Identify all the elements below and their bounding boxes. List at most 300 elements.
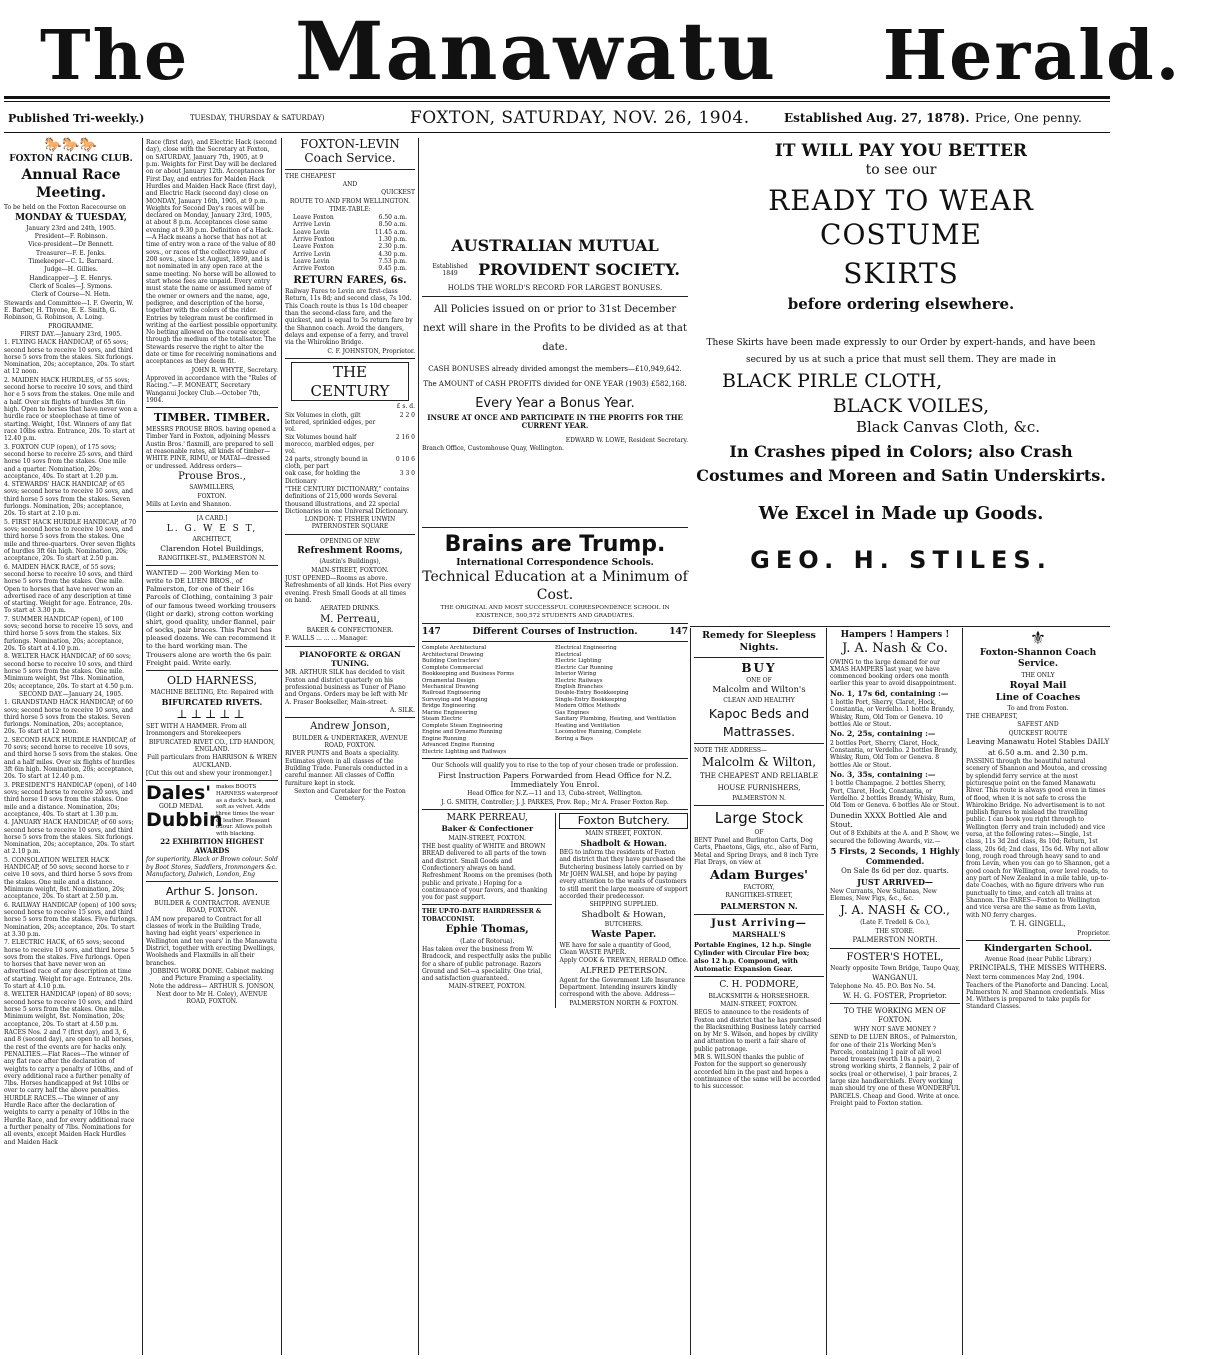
course-item: Engine Running <box>422 735 467 742</box>
hairdresser-heading: THE UP-TO-DATE HAIRDRESSER & TOBACCONIST. <box>422 908 542 923</box>
jonson-address: Note the address— ARTHUR S. JONSON, Next door to Mr H. Coley), AVENUE ROAD, FOXTON. <box>149 983 275 1006</box>
column-7 <box>830 630 960 1355</box>
race-event: 6. RAILWAY HANDICAP (open) of 100 sovs; second horse to receive 15 sovs, and third horse 5 sovs from the stakes. Five furlongs. Nomination, 20s; acceptance, 20s. To start at 3.30 p.m. <box>4 901 137 938</box>
nash-store: THE STORE. <box>875 927 915 935</box>
divider <box>285 717 415 718</box>
divider <box>422 904 552 905</box>
century-body: "THE CENTURY DICTIONARY," contains definitions of 215,000 words Several thousand illustrations, and 22 special Dictionaries in one Universal Dictionary. <box>285 485 410 515</box>
timber-heading: TIMBER. TIMBER. <box>153 411 271 425</box>
nash-name: J. A. Nash & Co. <box>842 641 948 657</box>
gold-medal: GOLD MEDAL <box>158 803 204 811</box>
stiles-line-2: to see our <box>865 162 937 179</box>
timetable-row: Leave Foxton 2.30 p.m. <box>293 243 407 251</box>
established-label: Established Aug. 27, 1878). <box>784 111 970 125</box>
column-divider <box>826 628 827 1355</box>
palmerston-north: PALMERSTON NORTH. <box>852 936 938 944</box>
column-race-meeting <box>4 138 138 1355</box>
mark-perreau-title: Baker & Confectioner <box>441 824 534 834</box>
divider <box>285 646 415 647</box>
wanted-ad: WANTED — 200 Working Men to write to DE LUEN BROS., of Palmerston, for one of their 16s Parcels of Clothing, containing 3 pair of our famous tweed working trousers (light or dark), strong cotton working shirt, good quality, under flannel, pair of socks, pair braces. This Parcel has pleased dozens. We can recommend it to the hard working man. The Trousers alone are worth the 6s pair. Freight paid. Write early. <box>146 568 276 667</box>
west-address-2: RANGITIKEI-ST., PALMERSTON N. <box>158 554 266 562</box>
mark-perreau-address: MAIN-STREET, FOXTON. <box>448 834 526 842</box>
price-row: Six Volumes in cloth, gilt lettered, sprinkled edges, per vol. 2 2 0 <box>285 411 415 434</box>
hampers-heading: Hampers ! Hampers ! <box>840 630 950 640</box>
race-event: 8. WELTER HACK HANDICAP, of 60 sovs; second horse to receive 10 sovs, and third horse 5 sovs from the stakes. One mile. Minimum weight, 9st 7lbs. Nomination, 20s; acceptance, 20s. To start at 4.50 p.m. <box>4 653 134 690</box>
course-item: Boring a Bays <box>555 735 594 742</box>
shadbolt-howan-2: Shadbolt & Howan, <box>581 909 666 920</box>
divider <box>694 657 824 658</box>
second-day-events <box>4 699 138 1028</box>
divider <box>285 534 415 535</box>
course-item: Marine Engineering <box>422 709 478 716</box>
mark-perreau-body: THE best quality of WHITE and BROWN BREAD delivered to all parts of the town and district. Small Goods and Confectionery always on hand. Refreshment Rooms on the premises (both public and private.) Hoping for a continuance of your favors, and thanking you for past support. <box>422 842 553 902</box>
dales-dubbin-ad <box>146 784 278 838</box>
place-date: FOXTON, SATURDAY, NOV. 26, 1904. <box>410 108 750 128</box>
first-day-label: FIRST DAY.—January 23rd, 1905. <box>20 330 122 338</box>
officer: Clerk of Scales—J. Symons. <box>29 283 113 290</box>
dunedin-ale: Dunedin XXXX Bottled Ale and Stout. <box>830 810 948 829</box>
stiles-line-10: In Crashes piped in Colors; also Crash Costumes and Moreen and Satin Underskirts. <box>696 442 1106 485</box>
foxton-levin-coach-heading: FOXTON-LEVIN Coach Service. <box>300 137 400 165</box>
approval-note: Approved in accordance with the "Rules of Racing."—F. MONEATT, Secretary Wanganui Jockey Club.—October 7th, 1904. <box>146 375 277 404</box>
malcolm-wilton-sub: THE CHEAPEST AND RELIABLE HOUSE FURNISHERS, <box>699 772 818 792</box>
passing-body: PASSING through the beautiful natural scenery of Shannon and Moutoa, and crossing by splendid ferry service at the most picturesque point on the famed Manawatu River. This route is always good even in times of flood, when it is not safe to cross the Whirokino Bridge. No advertisement is to not publish figures to mislead the travelling public. I can book you right through to Wellington (ferry and train included) and vice versa, at the following rates:—Single, 1st class, 11s 3d 2nd class, 8s 10d; Return, 1st class, 20s 6d; 2nd class, 15s 6d. Why not allow long, rough road through heavy sand to and from Levin, when you can go to Shannon, get a good coach for Wellington, over level roads, to any part of New Zealand in a mile table, up-to-date Coaches, with no figure drivers who run punctually to time, and catch all trains at Shannon. The FARES—Foxton to Wellington and vice versa are the same as from Levin, with NO ferry charges. <box>966 757 1110 919</box>
ics-smith: J. G. SMITH, Controller; J. J. PARKES, Prov. Rep.; Mr A. Fraser Foxton Rep. <box>441 798 669 806</box>
column-divider <box>142 138 143 1355</box>
divider <box>146 407 278 408</box>
exhibits-note: Out of 8 Exhibits at the A. and P. Show, we secured the following Awards, viz.— <box>830 830 960 845</box>
exhibition-awards: 22 EXHIBITION HIGHEST AWARDS <box>160 836 264 855</box>
de-luen-body: SEND to DE LUEN BROS., of Palmerston, for one of their 21s Working Men's Parcels, containing 1 pair of all wool tweed trousers (worth 10s a pair), 2 strong working shirts, 2 flannels, 2 pair of socks (real or otherwise), 1 pair braces, 2 large size handkerchiefs. Every working man should try one of these WONDERFUL PARCELS. Cheap and Good. Write at once. Freight paid to Foxton station. <box>830 1034 960 1107</box>
tech-heading: Technical Education at a Minimum of Cost. <box>422 569 688 603</box>
royal-coat-of-arms: ⚜ <box>1029 628 1047 649</box>
just-arrived: JUST ARRIVED— <box>857 876 933 887</box>
austin-buildings: (Austin's Buildings), <box>319 558 381 566</box>
johnston-signature: C. F. JOHNSTON, Proprietor. <box>327 347 415 355</box>
ics-original: THE ORIGINAL AND MOST SUCCESSFUL CORRESPONDENCE SCHOOL IN EXISTENCE, 500,572 STUDENTS AND GRADUATES. <box>440 605 670 619</box>
sexton-note: Sexton and Caretaker for the Foxton Cemetery. <box>294 787 406 803</box>
kindergarten-address: Avenue Road (near Public Library.) <box>984 956 1092 964</box>
the-cheapest: THE CHEAPEST, <box>966 712 1018 720</box>
bent-body: BENT Panel and Burlington Carts, Dog Carts, Phaetons, Gigs, etc., also of Farm, Metal and Spring Drays, and 8 inch Tyre Flat Drays, on view at <box>694 837 819 866</box>
hamper-no3-items: 1 bottle Champagne. 2 bottles Sherry, Port, Claret, Hock, Constantia, or Verdelho. 2 bottles Brandy, Whisky, Rum, Old Tom or Geneva. 6 bottles Ale or Stout. <box>830 780 960 810</box>
amp-record: HOLDS THE WORLD'S RECORD FOR LARGEST BONUSES. <box>447 284 663 292</box>
awards-line: 5 Firsts, 2 Seconds, 1 Highly Commended. <box>830 846 960 866</box>
masthead <box>0 0 1182 98</box>
courses-title: Different Courses of Instruction. <box>472 626 638 637</box>
rivets-heading: BIFURCATED RIVETS. <box>161 697 263 707</box>
departure-times: at 6.50 a.m. and 2.30 p.m. <box>988 747 1088 757</box>
amp-cash-bonuses: CASH BONUSES already divided amongst the members—£10,949,642. <box>428 364 682 373</box>
course-item: Electric Lighting and Railways <box>422 748 507 755</box>
course-item: Sanitary Plumbing, Heating, and Ventilation <box>555 716 676 723</box>
course-item: Gas Engines <box>555 709 590 716</box>
divider <box>285 169 415 170</box>
course-item: Engine and Dynamo Running <box>422 729 503 736</box>
course-item: Modern Office Methods <box>555 703 620 710</box>
jonson-body: I AM now prepared to Contract for all classes of work in the Building Trade, having had eight years' experience in Wellington and ten years' in the Manawatu District, together with erecting Dwellings, Woolsheds and Flaxmills in all their branches. <box>146 915 278 967</box>
timetable-row: Leave Levin 11.45 a.m. <box>293 228 407 236</box>
remedy-heading: Remedy for Sleepless Nights. <box>702 630 816 653</box>
royal-mail: Royal Mail <box>1009 679 1067 691</box>
race-event: 2. SECOND HACK HURDLE HANDICAP, of 70 sovs; second horse to receive 10 sovs, and third horse 5 sovs from the stakes. One and a half miles. Over six flights of hurdles 3ft 6in high. Nomination, 20s; acceptance, 20s. To start at 12.40 p.m. <box>4 736 138 781</box>
officer: Clerk of Course—N. Hetn. <box>31 291 111 299</box>
ephie-thomas: Ephie Thomas, <box>445 924 529 936</box>
price-row: oak case, for holding the Dictionary 3 3 0 <box>285 470 415 485</box>
divider <box>146 881 278 882</box>
hamper-no3: No. 3, 35s, containing :— <box>830 770 936 779</box>
column-6 <box>694 630 824 1355</box>
nash-name-2: J. A. NASH & CO., <box>840 903 950 918</box>
malcolm-wilton-label: Malcolm and Wilton's <box>712 685 806 696</box>
race-held: To be held on the Foxton Racecourse on <box>4 204 127 212</box>
cut-out-note: [Cut this out and shew your ironmonger.] <box>146 769 272 777</box>
new-currants: New Currants, New Sultanas, New Elemes, New Figs, &c., &c. <box>830 887 937 903</box>
race-event: 3. FOXTON CUP (open), of 175 sovs; second horse to receive 25 sovs, and third horse 10 sovs from the stakes. One mile and a quarter. Nomination, 20s; acceptance, 40s. To start at 1.20 p.m. <box>4 443 133 480</box>
rivet-particulars: Full particulars from HARRISON & WREN AUCKLAND. <box>147 754 277 769</box>
secretary-signature: JOHN R. WHYTE, Secretary. <box>191 366 278 374</box>
harness-sub: MACHINE BELTING, Etc. Repaired with <box>150 688 274 696</box>
ics-heading: International Correspondence Schools. <box>456 558 654 569</box>
andrew-jonson-body: RIVER PUNTS and Boats a speciality. Estimates given in all classes of the Building Trade. Funerals conducted in a careful manner. All classes of Coffin furniture kept in stock. <box>285 750 408 787</box>
dales-logo: Dales' <box>146 782 212 805</box>
nash-sub-2: (Late F. Tredell & Co.), <box>860 919 930 927</box>
dateline <box>0 108 1114 130</box>
race-event: 4. JANUARY HACK HANDICAP, of 60 sovs; second horse to receive 10 sovs, and third horse 5 sovs from the stakes. Six furlongs. Nomination, 20s; acceptance, 20s. To start at 2.10 p.m. <box>4 819 135 856</box>
timetable-row: Arrive Levin 4.30 p.m. <box>293 250 407 258</box>
stiles-line-11: We Excel in Made up Goods. <box>758 502 1044 524</box>
race-event: 5. CONSOLATION WELTER HACK HANDICAP, of 50 sovs; second horse to r ceive 10 sovs, and third horse 5 sovs from the stakes. One mile and a distance. Minimum weight, 8st. Nomination, 20s; acceptance, 20s. To start at 2.50 p.m. <box>4 856 133 901</box>
race-event: 6. MAIDEN HACK RACE, of 55 sovs; second horse to receive 10 sovs, and third horse 5 sovs from the stakes. One mile. Open to horses that have never won an advertised race of any description at time of starting. Weight for age. Entrance, 20s. To start at 3.30 p.m. <box>4 563 133 615</box>
course-item: Advanced Engine Running <box>422 742 495 749</box>
lower-ads <box>422 813 688 1008</box>
course-item: Steam Electric <box>422 716 463 723</box>
card-label: [A CARD.] <box>196 515 228 523</box>
course-item: Ornamental Design <box>422 677 476 684</box>
telephone: Telephone No. 45. P.O. Box No. 54. <box>830 983 936 991</box>
course-item: Electrical Engineering <box>555 645 617 652</box>
mills-note: Mills at Levin and Shannon. <box>146 501 232 508</box>
marshalls: MARSHALL'S <box>732 930 786 940</box>
officer: President—F. Robinson. <box>34 233 108 241</box>
butchers-label: BUTCHERS. <box>604 921 643 929</box>
ephie-thomas-sub: (Late of Rotorua). <box>460 937 515 945</box>
title-word-herald: Herald. <box>882 16 1182 96</box>
race-event: 4. STEWARDS' HACK HANDICAP, of 65 sovs; second horse to receive 10 sovs, and third horse 5 sovs from the stakes. Seven furlongs. Nomination, 20s; acceptance, 20s. To start at 2.10 p.m. <box>4 481 134 518</box>
hamper-no2-items: 2 bottles Port, Sherry, Claret, Hock, Constantia, or Verdelho. 2 bottles Brandy, Whisky, Rum, Old Tom or Geneva. 8 bottles Ale or Stout. <box>830 739 958 769</box>
amp-branch: Branch Office, Customhouse Quay, Wellington. <box>422 445 565 453</box>
courses-left-list <box>422 645 555 755</box>
return-fares: RETURN FARES, 6s. <box>293 274 407 286</box>
rivet-illustration: ⊥⊥⊥⊥⊥ <box>176 707 248 721</box>
ics-head-office: Head Office for N.Z.—11 and 13, Cuba-street, Wellington. <box>467 790 643 798</box>
course-item: Double-Entry Bookkeeping <box>555 690 629 697</box>
unwin-publisher: LONDON: T. FISHER UNWIN PATERNOSTER SQUARE <box>304 516 396 531</box>
silk-signature: A. SILK. <box>389 706 415 714</box>
gingell-proprietor: Proprietor. <box>1077 929 1110 937</box>
burges-town: PALMERSTON N. <box>720 900 798 911</box>
andrew-jonson-sub: BUILDER & UNDERTAKER, AVENUE ROAD, FOXTON. <box>292 734 408 750</box>
published-label: Published Tri-weekly.) <box>8 112 145 125</box>
stiles-line-9: Black Canvas Cloth, &c. <box>855 418 1040 437</box>
waste-apply: Apply COOK & TREWEN, HERALD Office. <box>559 957 688 965</box>
amp-cash-profits: The AMOUNT of CASH PROFITS divided for ONE YEAR (1903) £582,168. <box>423 379 687 388</box>
amp-every-year: Every Year a Bonus Year. <box>475 396 635 412</box>
course-item: Railroad Engineering <box>422 690 481 697</box>
quickest-label: QUICKEST <box>381 189 415 197</box>
stiles-line-8: BLACK VOILES, <box>832 394 990 417</box>
mark-perreau: MARK PERREAU, <box>446 813 528 824</box>
west-address: Clarendon Hotel Buildings, <box>160 544 264 554</box>
first-day-events <box>4 339 138 690</box>
podmore-sub: BLACKSMITH & HORSESHOER. <box>708 992 810 1000</box>
ics-first-papers: First Instruction Papers Forwarded from Head Office for N.Z. Immediately You Enrol. <box>438 770 672 790</box>
racehorse-engraving: 🐎🐎🐎 <box>44 137 98 153</box>
divider <box>422 641 688 642</box>
course-item: Single-Entry Bookkeeping <box>555 696 627 703</box>
adam-burges: Adam Burges' <box>710 867 808 883</box>
to-from-foxton: To and from Foxton. <box>1007 704 1069 712</box>
amp-lowe: EDWARD W. LOWE, Resident Secretary. <box>565 437 688 444</box>
race-conditions: Race (first day), and Electric Hack (second day), close with the Secretary at Foxton, on SATURDAY, January 7th, 1905, at 9 p.m. Weights for First Day will be declared on or about January 12th. Acceptances for First Day, and entries for Maiden Hack Hurdles and Maiden Hack Race (first day), and Electric Hack (second day) close on MONDAY, January 16th, 1905, at 9 p.m. Weights for Second Day's races will be declared on Monday, January 23rd, 1905, at about 8 p.m. Acceptances close same evening at 9.30 p.m. Definition of a Hack.—A Hack means a horse that has not at time of entry won a race of the value of 80 sovs., or races of the collective value of 200 sovs., since 1st August, 1899, and is not nominated in any open race at the same meeting. No horse will be allowed to start whose fees are unpaid. Every entry must state the name or assumed name of the owner or owners and the name, age, pedigree, and description of the horse, together with the colors of the rider. Entries by telegram must be confirmed in writing at the earliest possible opportunity. No betting allowed on the course except through the medium of the totalisator. The Stewards reserve the right to alter the date or time for receiving nominations and acceptances as they deem fit. <box>146 139 278 366</box>
foster-proprietor: W. H. G. FOSTER, Proprietor. <box>843 991 947 1000</box>
malcolm-wilton-name: Malcolm & Wilton, <box>701 755 817 770</box>
hammer-note: SET WITH A HAMMER. From all Ironmongers and Storekeepers <box>146 723 247 738</box>
timetable-row: Leave Levin 7.53 p.m. <box>293 258 407 266</box>
walls-manager: F. WALLS ... ... ... Manager. <box>285 635 368 643</box>
amp-heading: AUSTRALIAN MUTUAL <box>451 236 659 255</box>
divider <box>285 358 415 359</box>
divider <box>830 1003 960 1004</box>
courses-count: 147 <box>422 626 441 637</box>
divider <box>146 565 278 566</box>
second-day-label: SECOND DAY.—January 24, 1905. <box>18 690 124 698</box>
course-item: Locomotive Running, Complete <box>555 729 642 736</box>
officer: Treasurer—F. E. Jenks. <box>36 249 106 257</box>
masthead-rule-thin <box>4 101 1110 102</box>
foxton-butchery: Foxton Butchery. <box>559 813 688 829</box>
dales-description: makes BOOTS HARNESS waterproof as a duck's back, and soft as velvet. Adds three times the wear of leather. Pleasant odour. Allows polish with blacking. <box>216 784 278 838</box>
prouse-town: FOXTON. <box>197 492 227 500</box>
clean-healthy: CLEAN AND HEALTHY <box>723 696 795 704</box>
waste-paper: Waste Paper. <box>591 929 657 940</box>
column-2 <box>146 138 278 1355</box>
jonson-sub: BUILDER & CONTRACTOR. AVENUE ROAD, FOXTON. <box>154 900 270 915</box>
silk-body: MR. ARTHUR SILK has decided to visit Foxton and district quarterly on his professional business as Tuner of Piano and Organs. Orders may be left with Mr A. Fraser Bookseller, Main-street. <box>285 669 408 706</box>
shipping-supplied: SHIPPING SUPPLIED. <box>589 901 659 909</box>
stewards: Stewards and Committee—I. F. Gwerin, W. E. Barber, H. Thyone, E. E. Smith, G. Robinson, G. Robinson, A. Loing. <box>4 299 134 322</box>
divider <box>422 623 688 624</box>
stiles-line-1: IT WILL PAY YOU BETTER <box>774 141 1028 161</box>
race-event: 1. GRANDSTAND HACK HANDICAP, of 60 sovs; second horse to receive 10 sovs, and third horse 5 sovs from the stakes. Seven furlongs. Nomination, 20s; acceptance, 20s. To start at 12 noon. <box>4 699 134 736</box>
wanganui-label: WANGANUI. <box>872 973 918 982</box>
stiles-bottom-rule <box>690 626 1110 627</box>
just-opened: JUST OPENED—Rooms as above. Refreshments of all kinds. Hot Pies every evening. Fresh Small Goods at all times on hand. <box>285 574 411 604</box>
stiles-line-12: GEO. H. STILES. <box>750 545 1052 574</box>
line-of-coaches: Line of Coaches <box>995 691 1081 703</box>
race-dates: January 23rd and 24th, 1905. <box>26 224 116 232</box>
note-address: NOTE THE ADDRESS— <box>694 747 767 754</box>
rangitikei-street: RANGITIKEI-STREET, <box>725 892 793 900</box>
refreshment-rooms: Refreshment Rooms, <box>297 546 403 557</box>
waste-body: WE have for sale a quantity of Good, Clean WASTE PAPER. <box>559 941 672 957</box>
divider <box>694 805 824 806</box>
timetable-label: TIME-TABLE: <box>329 205 371 213</box>
divider <box>146 780 278 781</box>
podmore-name: C. H. PODMORE, <box>719 980 799 991</box>
divider <box>422 527 688 528</box>
brains-heading: Brains are Trump. <box>444 531 666 557</box>
safest: SAFEST AND <box>1017 721 1059 729</box>
century-prices <box>285 412 415 485</box>
alfred-peterson: ALFRED PETERSON. <box>580 965 668 975</box>
courses-count-right: 147 <box>669 626 688 637</box>
peterson-address: PALMERSTON NORTH & FOXTON. <box>569 999 679 1007</box>
courses-right-list <box>555 645 688 755</box>
stiles-line-4: SKIRTS <box>843 257 959 291</box>
marshall-body: Portable Engines, 12 h.p. Single Cylinder with Circular Fire box; also 12 h.p. Compound, with Automatic Expansion Gear. <box>694 940 812 974</box>
perreau-ad <box>422 813 556 1008</box>
route-label: ROUTE TO AND FROM WELLINGTON. <box>289 197 411 205</box>
the-only: THE ONLY <box>1021 671 1055 679</box>
amp-society: PROVIDENT SOCIETY. <box>478 260 680 279</box>
price-row: Six Volumes bound half morocco, marbled edges, per vol. 2 16 0 <box>285 433 415 456</box>
stiles-line-5: before ordering elsewhere. <box>787 294 1015 313</box>
officer: Timekeeper—C. L. Barnard. <box>28 258 114 266</box>
fares-body: Railway Fares to Levin are first-class Return, 11s 8d; and second class, 7s 10d. This Coach route is thus 1s 10d cheaper than the second-class fare, and the quickest, and is equal to 5s return fare by the Shannon coach. Avoid the dangers, delays and expense of a ferry, and travel via the Whirokino Bridge. <box>285 288 413 347</box>
buy-label: BUY <box>741 660 777 675</box>
column-3 <box>285 138 415 1355</box>
andrew-jonson: Andrew Jonson, <box>310 721 390 733</box>
amp-established: Established 1849 <box>432 262 468 277</box>
one-of-label: ONE OF <box>746 676 772 684</box>
course-item: Electric Lighting <box>555 658 602 665</box>
divider <box>694 743 824 744</box>
prouse-name: Prouse Bros., <box>178 470 246 482</box>
race-notes: RACES Nos. 2 and 7 (first day), and 3, 6, and 8 (second day), are open to all horses, the rest of the events are for hacks only. PENALTIES.—Flat Races—The winner of any flat race after the declaration of weights to carry a penalty of 10lbs, and of every additional race a further penalty of 7lbs. Horses handicapped at 9st 10lbs or over to carry half the above penalties. HURDLE RACES.—The winner of any Hurdle Race after the declaration of weights to carry a penalty of 10lbs in the Hurdle Race, and for every additional race a further penalty of 7lbs. Nominations for all events, except Maiden Hack Hurdles and Maiden Hack <box>4 1028 135 1146</box>
fosters-location: Nearly opposite Town Bridge, Taupo Quay, <box>830 965 960 973</box>
race-event: 3. PRESIDENT'S HANDICAP (open), of 140 sovs; second horse to receive 20 sovs, and third horse 10 sovs from the stakes. One mile and a distance. Nomination, 20s; acceptance, 40s. To start at 1.30 p.m. <box>4 781 137 818</box>
divider <box>966 940 1110 941</box>
race-event: 1. FLYING HACK HANDICAP, of 65 sovs; second horse to receive 10 sovs, and third horse 5 sovs from the stakes. Six furlongs. Nomination, 20s; acceptance, 20s. To start at 12 noon. <box>4 339 135 376</box>
stiles-ad <box>692 140 1110 610</box>
course-item: English Branches <box>555 684 603 690</box>
officer: Vice-president—Dr Bennett. <box>28 241 114 249</box>
officers-list <box>4 233 138 299</box>
column-divider <box>962 628 963 1355</box>
west-name: L. G. W E S T, <box>166 523 258 534</box>
course-item: Mechanical Drawing <box>422 684 479 690</box>
course-item: Electric Car Running <box>555 664 613 671</box>
divider <box>830 948 960 949</box>
shadbolt-howan: Shadbolt & Howan. <box>580 838 667 849</box>
divider <box>146 670 278 671</box>
divider <box>694 976 824 977</box>
coach-timetable <box>285 214 415 273</box>
and-label: AND <box>342 180 358 188</box>
timetable-row: Arrive Foxton 1.30 p.m. <box>293 236 407 244</box>
stiles-line-3: READY TO WEAR COSTUME <box>768 184 1034 251</box>
race-meeting-title: Annual Race Meeting. <box>21 167 121 201</box>
ephie-thomas-body: Has taken over the business from W. Bradcock, and respectfully asks the public for a share of public patronage. Razors Ground and Set—a speciality. One trial, and satisfaction guaranteed. <box>422 945 552 983</box>
title-word-manawatu: Manawatu <box>295 4 778 98</box>
timetable-row: Arrive Levin 8.50 a.m. <box>293 221 407 229</box>
perreau-title: BAKER & CONFECTIONER. <box>306 627 394 635</box>
timetable-row: Leave Foxton 6.50 a.m. <box>293 214 407 222</box>
course-item: Complete Steam Engineering <box>422 722 503 729</box>
column-divider <box>690 628 691 1355</box>
course-item: Surveying and Mapping <box>422 696 488 703</box>
podmore-body: BEGS to announce to the residents of Foxton and district that he has purchased the Blacksmithing Business lately carried on by Mr S. Wilson, and hopes by civility and attention to merit a fair share of public patronage. <box>694 1009 822 1053</box>
hamper-no2: No. 2, 25s, containing :— <box>830 729 936 739</box>
kindergarten-heading: Kindergarten School. <box>983 943 1093 954</box>
course-item: Bridge Engineering <box>422 703 476 710</box>
leaving-stables: Leaving Manawatu Hotel Stables DAILY <box>966 737 1110 746</box>
divider <box>422 296 688 297</box>
race-event: 8. WELTER HANDICAP (open) of 80 sovs; second horse to receive 10 sovs, and third horse 5 sovs from the stakes. One mile. Minimum weight, 8st. Nomination, 20s; acceptance, 20s. To start at 4.50 p.m. <box>4 991 133 1028</box>
programme-label: PROGRAMME. <box>48 322 94 330</box>
gingell-name: T. H. GINGELL, <box>1010 919 1066 928</box>
course-item: Complete Commercial <box>422 664 483 671</box>
column-4 <box>422 138 688 1355</box>
ephie-thomas-address: MAIN-STREET, FOXTON. <box>448 983 526 991</box>
stiles-line-7: BLACK PIRLE CLOTH, <box>722 370 943 393</box>
fosters-hotel: FOSTER'S HOTEL, <box>846 951 944 963</box>
course-item: Complete Architectural <box>422 645 487 652</box>
timetable-row: Arrive Foxton 9.45 p.m. <box>293 265 407 273</box>
course-item: Heating and Ventilation <box>555 722 620 729</box>
price-label: Price, One penny. <box>975 111 1082 125</box>
rivet-company: BIFURCATED RIVET CO., LTD HANDON, ENGLAND. <box>148 738 276 753</box>
amp-policies: All Policies issued on or prior to 31st December next will share in the Profits to be divided as at that date. <box>423 303 687 353</box>
price-row: 24 parts, strongly bound in cloth, per part 0 10 6 <box>285 455 415 470</box>
divider <box>694 914 824 915</box>
newspaper-title <box>0 4 1182 98</box>
amp-insure: INSURE AT ONCE AND PARTICIPATE IN THE PROFITS FOR THE CURRENT YEAR. <box>427 412 683 431</box>
butchery-ad <box>556 813 688 1008</box>
working-men-heading: TO THE WORKING MEN OF FOXTON. <box>843 1007 947 1025</box>
column-divider <box>418 138 419 1355</box>
main-street: MAIN-STREET, FOXTON. <box>311 566 389 574</box>
divider <box>422 809 688 810</box>
club-name: FOXTON RACING CLUB. <box>9 154 133 164</box>
just-arriving: Just Arriving— <box>711 917 807 929</box>
century-heading: THE CENTURY <box>291 362 409 402</box>
hamper-no1: No. 1, 17s 6d, containing :— <box>830 688 949 698</box>
west-title: ARCHITECT, <box>192 535 232 543</box>
dales-note: for superiority. Black or Brown colour. Sold by Boot Stores, Saddlers, Ironmongers &c. Manufactory, Dalwich, London, Eng <box>146 856 278 878</box>
course-item: Architectural Drawing <box>422 651 484 658</box>
of-label: OF <box>754 828 764 836</box>
title-word-the: The <box>40 16 190 96</box>
stiles-line-6: These Skirts have been made expressly to our Order by expert-hands, and have been secured by us at such a price that must sell them. They are made in <box>706 337 1096 365</box>
race-event: 5. FIRST HACK HURDLE HANDICAP, of 70 sovs; second horse to receive 10 sovs, and third horse 5 sovs from the stakes. One mile and three-quarters. Over seven flights of hurdles 3ft 6in high. Nomination, 20s; acceptance, 20s. To start at 2.50 p.m. <box>4 518 137 563</box>
owing-body: OWING to the large demand for our XMAS HAMPERS last year, we have commenced booking orders one month earlier this year to avoid disappointment. <box>830 658 957 688</box>
divider <box>146 511 278 512</box>
malcolm-wilton-town: PALMERSTON N. <box>732 794 786 802</box>
on-sale: On Sale 8s 6d per doz. quarts. <box>841 867 949 875</box>
course-item: Bookkeeping and Business Forms <box>422 671 515 678</box>
wilson-thanks: MR S. WILSON thanks the public of Foxton for the support so generously accorded him in the past and hopes a continuance of the same will be accorded to his successor. <box>694 1054 821 1091</box>
race-event: 2. MAIDEN HACK HURDLES, of 55 sovs; second horse to receive 10 sovs, and third hor e 5 sovs from the stakes. One mile and a half. Over six flights of hurdles 3ft 6in high. Open to horses that have never won a hurdle race or steeplechase at time of starting. Weight, 10st. Winners of any flat race 10lbs extra. Entrance, 20s. To start at 12.40 p.m. <box>4 376 137 443</box>
officer: Judge—H. Gillies. <box>44 266 98 274</box>
course-item: Electric Railways <box>555 677 603 684</box>
race-days: MONDAY & TUESDAY, <box>15 212 127 223</box>
large-stock: Large Stock <box>714 809 804 827</box>
race-event: 7. SUMMER HANDICAP (open), of 100 sovs; second horse to receive 15 sovs, and third horse 5 sovs from the stakes. Six furlongs. Nomination, 20s; acceptance, 20s. To start at 4.10 p.m. <box>4 615 134 652</box>
courses-list <box>422 645 688 755</box>
dateline-rule <box>4 132 1110 133</box>
